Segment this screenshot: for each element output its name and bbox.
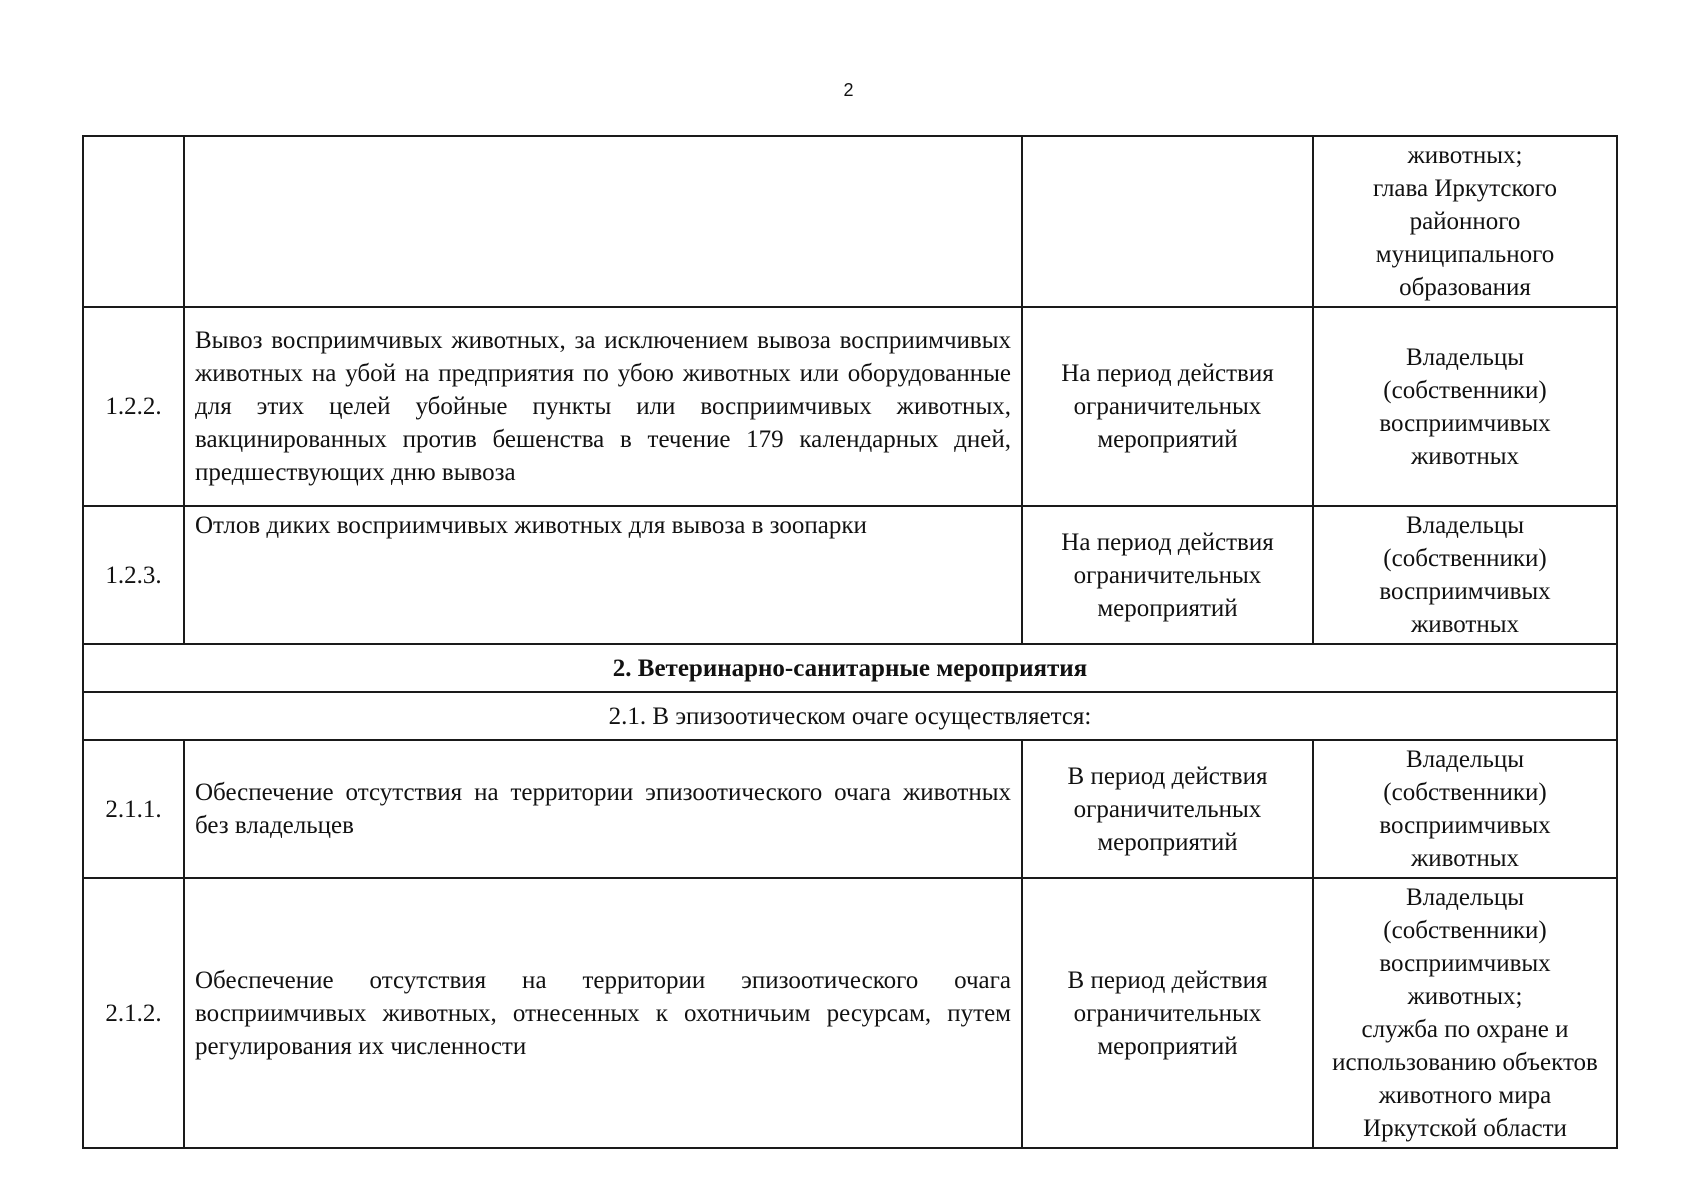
responsible-line: животных (1410, 442, 1520, 470)
row-description: Обеспечение отсутствия на территории эпизоотического очага восприимчивых животных, отнесенных к охотничьим ресурсам, путем регулирования их численности (184, 878, 1022, 1148)
responsible-line: Владельцы (1405, 343, 1525, 371)
row-responsible (1313, 307, 1617, 506)
responsible-line: животного мира (1378, 1082, 1552, 1109)
responsible-line: Владельцы (1405, 884, 1525, 911)
row-description: Отлов диких восприимчивых животных для вывоза в зоопарки (184, 506, 1022, 644)
section-row (83, 644, 1617, 692)
row-description (184, 136, 1022, 307)
row-period (1022, 506, 1313, 644)
table-row (83, 136, 1617, 307)
responsible-line: районного (1409, 208, 1521, 235)
subsection-title: 2.1. В эпизоотическом очаге осуществляется: (83, 692, 1617, 740)
responsible-line: восприимчивых (1379, 950, 1551, 977)
responsible-line: муниципального (1375, 241, 1555, 268)
subsection-row (83, 692, 1617, 740)
row-responsible (1313, 506, 1617, 644)
period-line: мероприятий (1097, 828, 1238, 856)
responsible-line: служба по охране и (1361, 1016, 1569, 1043)
row-period (1022, 740, 1313, 878)
row-period (1022, 878, 1313, 1148)
row-responsible (1313, 136, 1617, 307)
responsible-line: восприимчивых (1379, 812, 1551, 839)
responsible-line: (собственники) (1383, 376, 1547, 404)
period-line: мероприятий (1097, 1032, 1238, 1060)
row-responsible (1313, 878, 1617, 1148)
responsible-line: глава Иркутского (1372, 175, 1558, 202)
table-row (83, 506, 1617, 644)
row-description: Вывоз восприимчивых животных, за исключением вывоза восприимчивых животных на убой на предприятия по убою животных или оборудованные для этих целей убойные пункты или восприимчивых животных, вакцинированных против бешенства в течение 179 календарных дней, предшествующих дню вывоза (184, 307, 1022, 506)
responsible-line: образования (1399, 274, 1531, 301)
responsible-line: животных; (1407, 142, 1523, 169)
responsible-line: животных; (1407, 983, 1523, 1010)
responsible-line: животных (1410, 845, 1520, 872)
table-row (83, 307, 1617, 506)
responsible-line: использованию объектов (1332, 1049, 1598, 1076)
responsible-line: Иркутской области (1363, 1115, 1567, 1142)
measures-table (82, 135, 1618, 1149)
table-row (83, 740, 1617, 878)
responsible-line: (собственники) (1383, 545, 1547, 572)
period-line: На период действия (1061, 360, 1274, 387)
row-description: Обеспечение отсутствия на территории эпизоотического очага животных без владельцев (184, 740, 1022, 878)
row-responsible (1313, 740, 1617, 878)
period-line: ограничительных (1073, 561, 1262, 589)
period-line: ограничительных (1073, 393, 1262, 420)
section-title: 2. Ветеринарно-санитарные мероприятия (83, 644, 1617, 692)
responsible-line: Владельцы (1405, 512, 1525, 539)
responsible-line: восприимчивых (1379, 409, 1551, 437)
row-period (1022, 307, 1313, 506)
period-line: мероприятий (1097, 594, 1238, 622)
row-period (1022, 136, 1313, 307)
row-number: 2.1.2. (83, 878, 184, 1148)
row-number: 1.2.2. (83, 307, 184, 506)
responsible-line: восприимчивых (1379, 578, 1551, 605)
period-line: На период действия (1061, 528, 1274, 556)
period-line: ограничительных (1073, 795, 1262, 823)
row-number: 1.2.3. (83, 506, 184, 644)
table-row (83, 878, 1617, 1148)
page-number: 2 (843, 80, 854, 100)
row-number: 2.1.1. (83, 740, 184, 878)
period-line: мероприятий (1097, 426, 1238, 453)
responsible-line: Владельцы (1405, 746, 1525, 773)
responsible-line: (собственники) (1383, 779, 1547, 806)
period-line: В период действия (1067, 762, 1268, 790)
period-line: ограничительных (1073, 999, 1262, 1027)
responsible-line: животных (1410, 611, 1520, 638)
row-number (83, 136, 184, 307)
responsible-line: (собственники) (1383, 917, 1547, 944)
period-line: В период действия (1067, 966, 1268, 994)
